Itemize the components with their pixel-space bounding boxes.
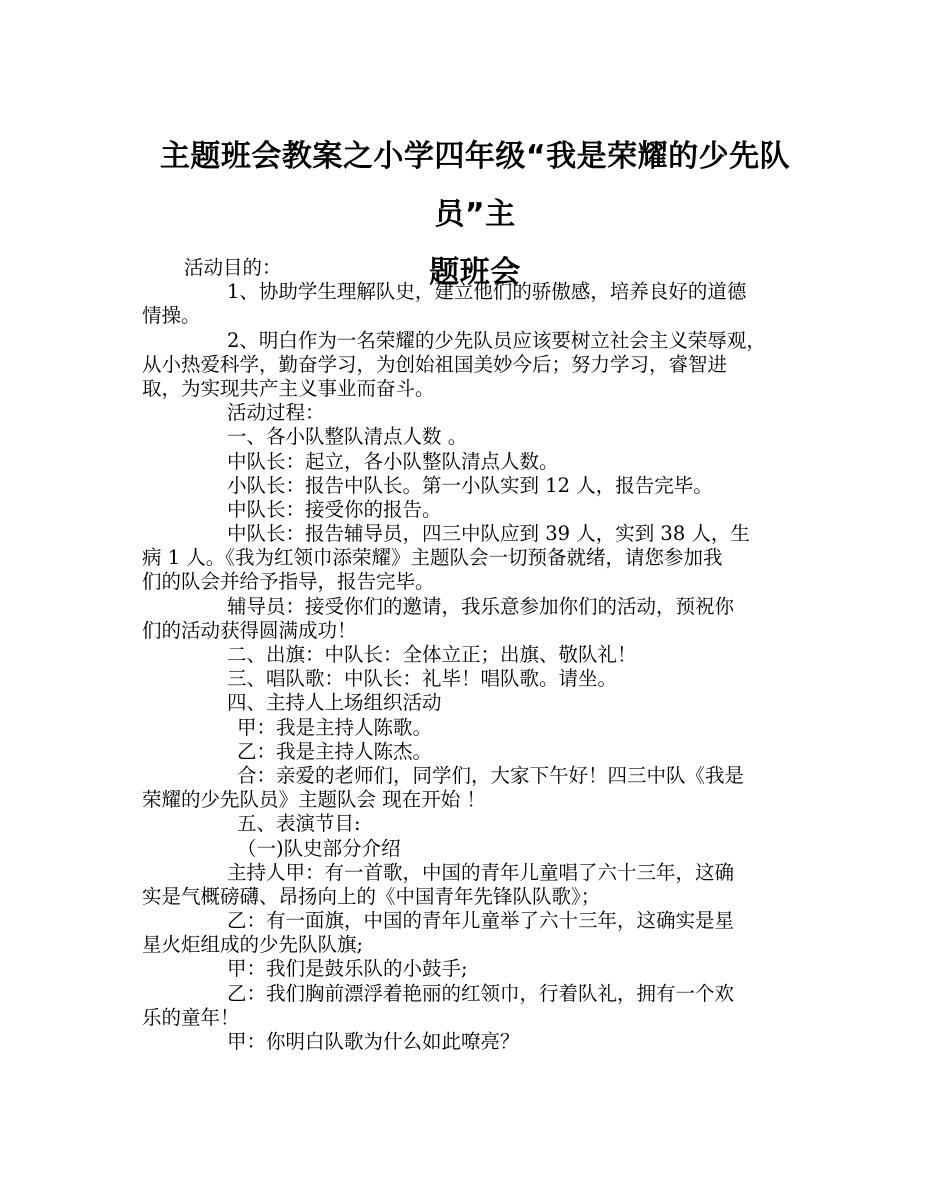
text-line: 乙：有一面旗，中国的青年儿童举了六十三年，这确实是星: [227, 909, 735, 933]
text-line: 病 1 人。《我为红领巾添荣耀》主题队会一切预备就绪，请您参加我: [142, 546, 723, 570]
text-line: 们的活动获得圆满成功！: [142, 618, 357, 642]
text-line: 乙：我是主持人陈杰。: [237, 739, 433, 763]
document-body: [142, 256, 822, 1054]
text-line: 活动过程：: [227, 401, 325, 425]
text-line: 1、协助学生理解队史，建立他们的骄傲感，培养良好的道德: [227, 280, 747, 304]
text-line: 主持人甲：有一首歌，中国的青年儿童唱了六十三年，这确: [227, 860, 735, 884]
text-line: 甲：我是主持人陈歌。: [237, 715, 433, 739]
text-line: 乙：我们胸前漂浮着艳丽的红领巾，行着队礼，拥有一个欢: [227, 981, 735, 1005]
text-line: 取，为实现共产主义事业而奋斗。: [142, 376, 435, 400]
text-line: 实是气概磅礴、昂扬向上的《中国青年先锋队队歌》；: [142, 884, 601, 908]
text-line: 甲：我们是鼓乐队的小鼓手;: [227, 957, 468, 981]
title-line-1: 主题班会教案之小学四年级“我是荣耀的少先队员”主: [159, 139, 791, 232]
text-line: 五、表演节目:: [237, 812, 361, 836]
text-line: 三、唱队歌：中队长：礼毕！唱队歌。请坐。: [227, 667, 618, 691]
text-line: 合：亲爱的老师们，同学们，大家下午好！四三中队《我是: [237, 763, 745, 787]
text-line: 乐的童年！: [142, 1005, 240, 1029]
text-line: 辅导员：接受你们的邀请，我乐意参加你们的活动，预祝你: [227, 594, 735, 618]
text-line: 们的队会并给予指导，报告完毕。: [142, 570, 435, 594]
text-line: 2、明白作为一名荣耀的少先队员应该要树立社会主义荣辱观，: [227, 328, 766, 352]
text-line: 二、出旗：中队长：全体立正；出旗、敬队礼！: [227, 643, 637, 666]
text-line: 星火炬组成的少先队队旗;: [142, 933, 364, 957]
text-line: 四、主持人上场组织活动: [227, 691, 442, 715]
text-line: 甲：你明白队歌为什么如此嘹亮？: [227, 1030, 520, 1053]
text-line: 小队长：报告中队长。第一小队实到 12 人，报告完毕。: [227, 473, 713, 497]
text-line: 中队长：报告辅导员，四三中队应到 39 人，实到 38 人，生: [227, 522, 750, 546]
text-line: 从小热爱科学，勤奋学习，为创始祖国美妙今后；努力学习，睿智进: [142, 352, 728, 376]
text-line: 中队长：接受你的报告。: [227, 497, 442, 521]
text-line: 荣耀的少先队员》主题队会 现在开始 ！: [142, 788, 486, 812]
text-line: （一)队史部分介绍: [237, 836, 401, 860]
text-line: 一、各小队整队清点人数 。: [227, 425, 468, 449]
text-line: 活动目的：: [184, 256, 282, 279]
text-line: 情操。: [142, 304, 201, 328]
text-line: 中队长：起立，各小队整队清点人数。: [227, 449, 559, 473]
title-line-2: 题班会: [429, 255, 521, 290]
